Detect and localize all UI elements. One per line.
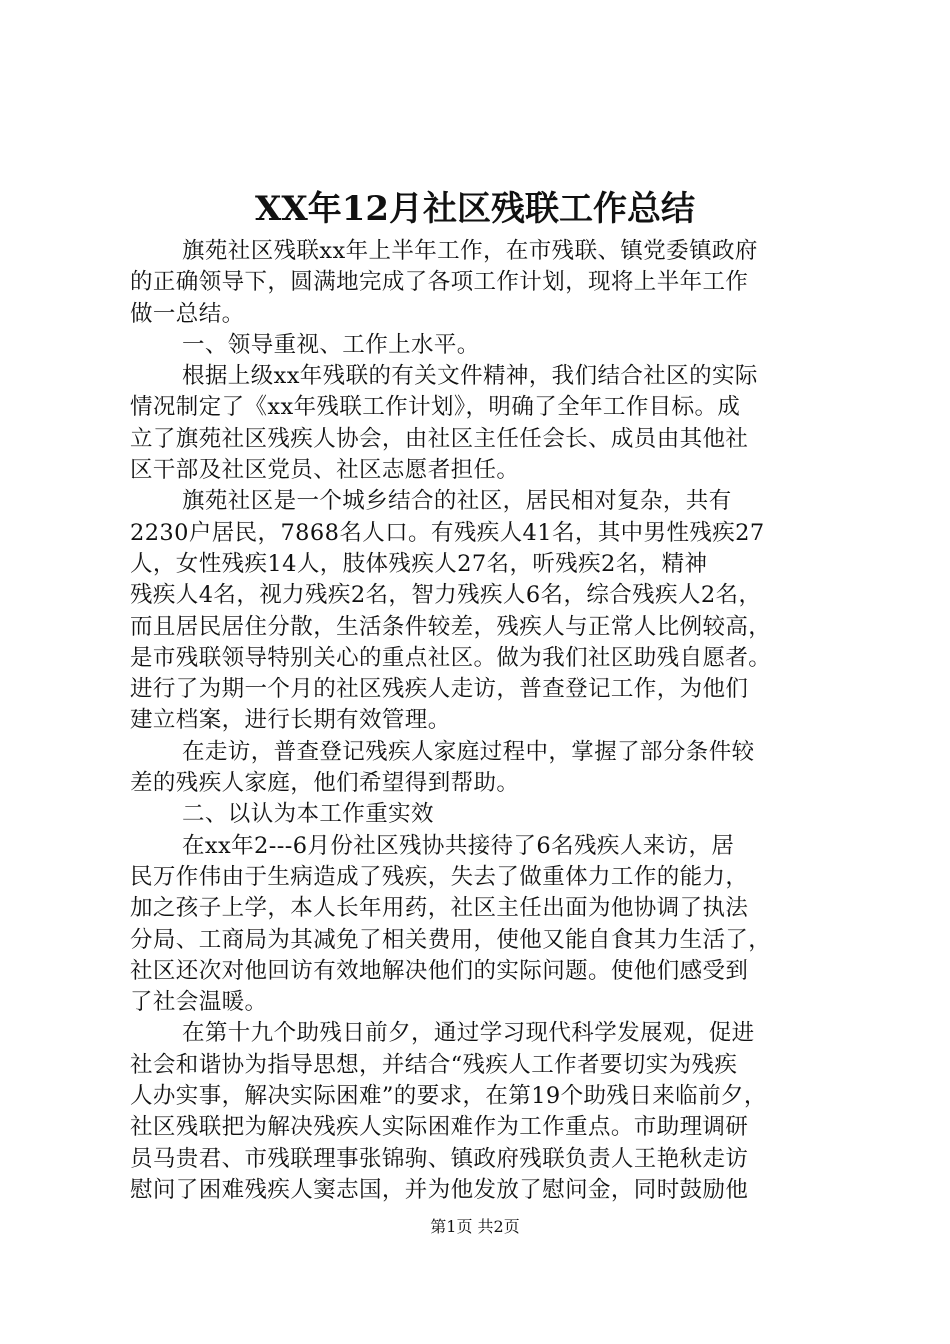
text-line: 人办实事，解决实际困难”的要求，在第19个助残日来临前夕，: [130, 1083, 767, 1110]
text-line: 在第十九个助残日前夕，通过学习现代科学发展观，促进: [182, 1020, 755, 1047]
text-line: 加之孩子上学，本人长年用药，社区主任出面为他协调了执法: [130, 895, 749, 922]
text-line: 旗苑社区是一个城乡结合的社区，居民相对复杂，共有: [182, 488, 732, 515]
text-line: 社会和谐协为指导思想，并结合“残疾人工作者要切实为残疾: [130, 1051, 738, 1078]
page-title: XX年12月社区残联工作总结: [254, 189, 696, 229]
text-line: 残疾人4名，视力残疾2名，智力残疾人6名，综合残疾人2名，: [130, 582, 762, 609]
text-line: 社区还次对他回访有效地解决他们的实际问题。使他们感受到: [130, 957, 749, 984]
document-body: [130, 236, 830, 1206]
text-line: 根据上级xx年残联的有关文件精神，我们结合社区的实际: [182, 363, 758, 390]
text-line: 进行了为期一个月的社区残疾人走访，普查登记工作，为他们: [130, 676, 749, 703]
text-line: 民万作伟由于生病造成了残疾，失去了做重体力工作的能力，: [130, 863, 749, 890]
text-line: 做一总结。: [130, 300, 245, 327]
text-line: 员马贵君、市残联理事张锦驹、镇政府残联负责人王艳秋走访: [130, 1145, 749, 1172]
text-line: 2230户居民，7868名人口。有残疾人41名，其中男性残疾27: [130, 519, 765, 546]
text-line: 情况制定了《xx年残联工作计划》，明确了全年工作目标。成: [130, 394, 741, 421]
text-line: 旗苑社区残联xx年上半年工作，在市残联、镇党委镇政府: [182, 238, 758, 264]
text-line: 慰问了困难残疾人窦志国，并为他发放了慰问金，同时鼓励他: [130, 1176, 749, 1203]
text-line: 分局、工商局为其减免了相关费用，使他又能自食其力生活了，: [130, 926, 772, 953]
text-line: 在走访，普查登记残疾人家庭过程中，掌握了部分条件较: [182, 738, 755, 765]
page-footer: 第1页 共2页: [430, 1217, 520, 1236]
section-heading: 二、以认为本工作重实效: [182, 801, 434, 828]
text-line: 建立档案，进行长期有效管理。: [130, 707, 451, 734]
text-line: 在xx年2---6月份社区残协共接待了6名残疾人来访，居: [182, 832, 735, 859]
text-line: 人，女性残疾14人，肢体残疾人27名，听残疾2名，精神: [130, 550, 708, 577]
text-line: 区干部及社区党员、社区志愿者担任。: [130, 457, 520, 484]
text-line: 了社会温暖。: [130, 989, 268, 1016]
text-line: 社区残联把为解决残疾人实际困难作为工作重点。市助理调研: [130, 1114, 749, 1141]
text-line: 差的残疾人家庭，他们希望得到帮助。: [130, 770, 520, 797]
text-line: 的正确领导下，圆满地完成了各项工作计划，现将上半年工作: [130, 269, 749, 296]
section-heading: 一、领导重视、工作上水平。: [182, 331, 480, 358]
text-line: 而且居民居住分散，生活条件较差，残疾人与正常人比例较高，: [130, 613, 772, 640]
text-line: 立了旗苑社区残疾人协会，由社区主任任会长、成员由其他社: [130, 425, 749, 452]
text-line: 是市残联领导特别关心的重点社区。做为我们社区助残自愿者。: [130, 644, 772, 671]
